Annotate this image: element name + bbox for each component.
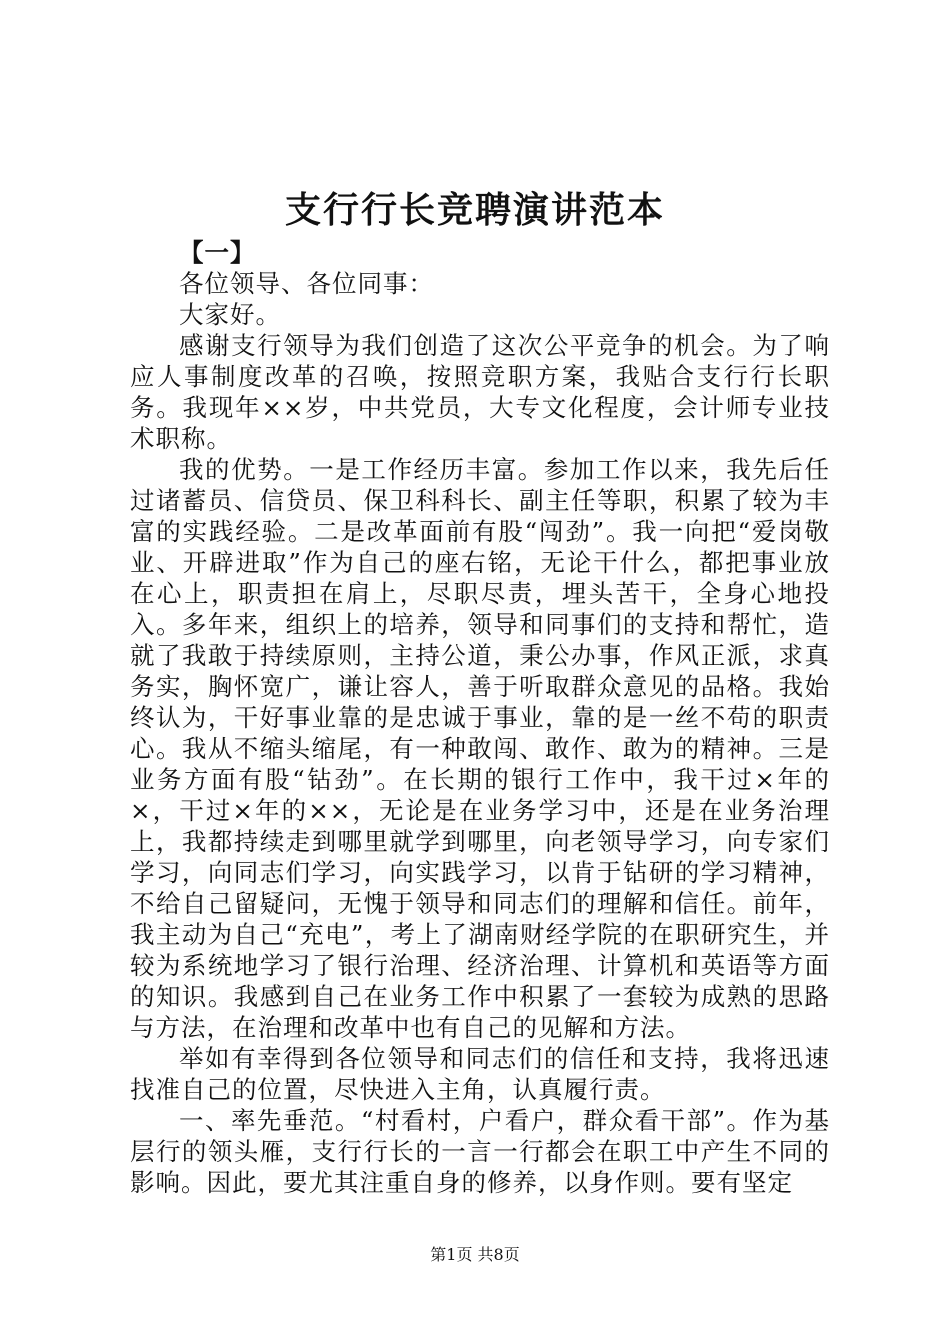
page-number-footer: 第1页 共8页 xyxy=(430,1245,520,1264)
body-paragraph: 举如有幸得到各位领导和同志们的信任和支持，我将迅速找准自己的位置，尽快进入主角，认真履行责。 xyxy=(130,1044,830,1104)
salutation: 各位领导、各位同事： xyxy=(179,269,434,298)
body-paragraph: 我的优势。一是工作经历丰富。参加工作以来，我先后任过诸蓄员、信贷员、保卫科科长、副主任等职，积累了较为丰富的实践经验。二是改革面前有股“闯劲”。我一向把“爱岗敬业、开辟进取”作为自己的座右铭，无论干什么，都把事业放在心上，职责担在肩上，尽职尽责，埋头苦干，全身心地投入。多年来，组织上的培养，领导和同事们的支持和帮忙，造就了我敢于持续原则，主持公道，秉公办事，作风正派，求真务实，胸怀宽广，谦让容人，善于听取群众意见的品格。我始终认为，干好事业靠的是忠诚于事业，靠的是一丝不苟的职责心。我从不缩头缩尾，有一种敢闯、敢作、敢为的精神。三是业务方面有股“钻劲”。在长期的银行工作中，我干过×年的×，干过×年的××，无论是在业务学习中，还是在业务治理上，我都持续走到哪里就学到哪里，向老领导学习，向专家们学习，向同志们学习，向实践学习，以肯于钻研的学习精神，不给自己留疑问，无愧于领导和同志们的理解和信任。前年，我主动为自己“充电”，考上了湖南财经学院的在职研究生，并较为系统地学习了银行治理、经济治理、计算机和英语等方面的知识。我感到自己在业务工作中积累了一套较为成熟的思路与方法，在治理和改革中也有自己的见解和方法。 xyxy=(130,455,830,1042)
body-paragraph: 一、率先垂范。“村看村，户看户，群众看干部”。作为基层行的领头雁，支行行长的一言一行都会在职工中产生不同的影响。因此，要尤其注重自身的修养，以身作则。要有坚定 xyxy=(130,1106,830,1197)
greeting: 大家好。 xyxy=(179,300,281,329)
section-marker: 【一】 xyxy=(179,238,256,267)
document-title: 支行行长竞聘演讲范本 xyxy=(284,189,665,231)
document-body xyxy=(130,237,830,1198)
body-paragraph: 感谢支行领导为我们创造了这次公平竞争的机会。为了响应人事制度改革的召唤，按照竞职方案，我贴合支行行长职务。我现年××岁，中共党员，大专文化程度，会计师专业技术职称。 xyxy=(130,331,830,453)
